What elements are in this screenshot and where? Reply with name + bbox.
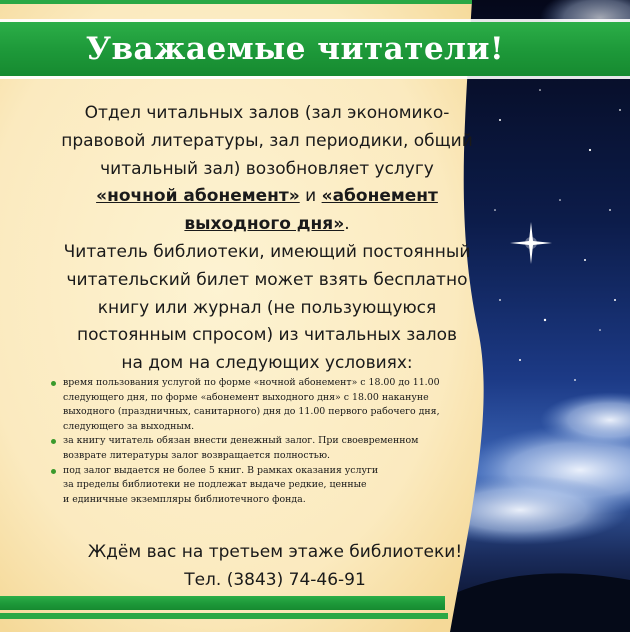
intro-line: читальный зал) возобновляет услугу [100,158,434,179]
intro-line: на дом на следующих условиях: [121,353,413,374]
intro-line: Отдел читальных залов (зал экономико- [84,103,450,123]
bottom-stripe [0,596,445,610]
bottom-thin-stripe [0,613,448,619]
list-item-line: следующего за выходным. [63,420,195,432]
page-title: Уважаемые читатели! [85,31,505,67]
bullet-icon [51,381,56,386]
conditions-list [50,376,490,507]
bullet-icon [51,439,56,444]
invitation-text: Ждём вас на третьем этаже библиотеки! [87,542,463,562]
list-item-line: и единичные экземпляры библиотечного фонда. [63,493,306,505]
list-item [50,434,490,463]
intro-line: Читатель библиотеки, имеющий постоянный [63,241,471,262]
footer [50,538,500,594]
intro-text [32,100,502,378]
list-item-line: за книгу читатель обязан внести денежный залог. При своевременном [63,435,419,447]
services-line [32,183,502,211]
conjunction: и [299,186,322,207]
intro-line: книгу или журнал (не пользующуюся [97,297,437,318]
intro-line: правовой литературы, зал периодики, общий [61,130,473,151]
bullet-icon [51,469,56,474]
list-item-line: за пределы библиотеки не подлежат выдаче редкие, ценные [63,479,367,491]
intro-line: постоянным спросом) из читальных залов [76,325,458,346]
list-item [50,376,490,434]
top-thin-stripe [0,0,472,4]
list-item-line: под залог выдается не более 5 книг. В рамках оказания услуги [63,464,379,476]
intro-line: читательский билет может взять бесплатно [66,269,468,290]
list-item-line: следующего дня, по форме «абонемент выходного дня» с 18.00 накануне [63,391,429,403]
service-weekend-part1: «абонемент [321,186,438,207]
phone-number: Тел. (3843) 74-46-91 [184,570,366,590]
list-item [50,464,490,508]
period: . [344,214,350,235]
service-weekend-part2: выходного дня» [184,214,345,235]
services-line [32,211,502,239]
list-item-line: выходного (праздничных, санитарного) дня до 11.00 первого рабочего дня, [63,406,440,418]
list-item-line: возврате литературы залог возвращается полностью. [63,449,330,461]
list-item-line: время пользования услугой по форме «ночной абонемент» с 18.00 до 11.00 [63,377,440,388]
service-night: «ночной абонемент» [96,186,300,207]
header [0,22,630,76]
